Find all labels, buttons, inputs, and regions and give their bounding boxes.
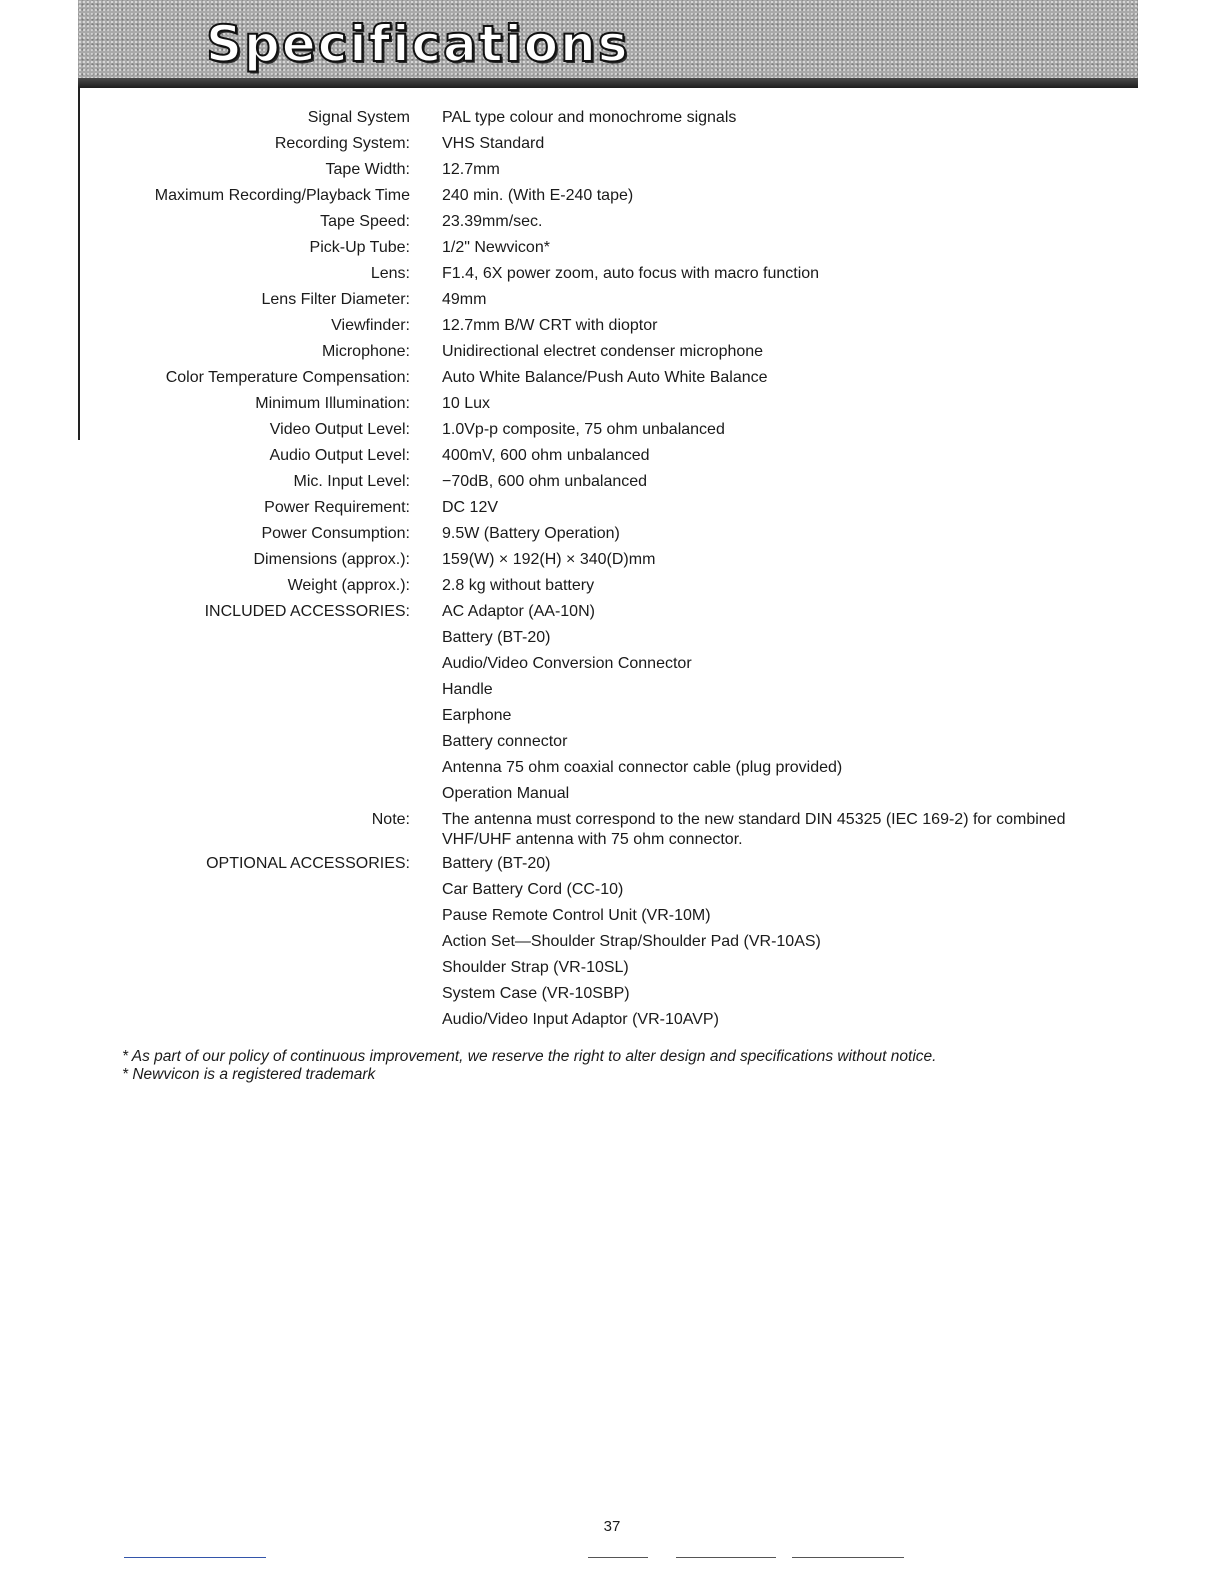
footnote-trademark: * Newvicon is a registered trademark: [122, 1066, 376, 1083]
spec-row: [0, 394, 1224, 420]
spec-value: Antenna 75 ohm coaxial connector cable (plug provided): [442, 759, 843, 776]
spec-row: [0, 758, 1224, 784]
spec-label: Color Temperature Compensation:: [165, 369, 410, 386]
spec-value: 159(W) × 192(H) × 340(D)mm: [442, 551, 656, 568]
spec-value: −70dB, 600 ohm unbalanced: [442, 473, 648, 490]
spec-value: Earphone: [442, 707, 512, 724]
spec-value: The antenna must correspond to the new standard DIN 45325 (IEC 169-2) for combined VHF/UHF antenna with 75 ohm connector.: [442, 811, 1066, 848]
spec-row: [0, 602, 1224, 628]
spec-value: PAL type colour and monochrome signals: [442, 109, 737, 126]
spec-value: Handle: [442, 681, 493, 698]
spec-value: Car Battery Cord (CC-10): [442, 881, 624, 898]
spec-row: [0, 420, 1224, 446]
spec-row: [0, 290, 1224, 316]
bottom-divider: [588, 1557, 648, 1558]
spec-label: Maximum Recording/Playback Time: [154, 187, 410, 204]
spec-value: 49mm: [442, 291, 487, 308]
spec-value: Action Set—Shoulder Strap/Shoulder Pad (VR-10AS): [442, 933, 821, 950]
spec-row: [0, 984, 1224, 1010]
page-title: Specifications: [206, 15, 630, 73]
spec-row: [0, 186, 1224, 212]
spec-row: [0, 784, 1224, 810]
spec-value: Battery (BT-20): [442, 855, 551, 872]
spec-row: [0, 238, 1224, 264]
spec-row: [0, 108, 1224, 134]
spec-value: 9.5W (Battery Operation): [442, 525, 620, 542]
spec-value: 400mV, 600 ohm unbalanced: [442, 447, 650, 464]
spec-label: Pick-Up Tube:: [309, 239, 410, 256]
spec-row: [0, 550, 1224, 576]
spec-row: [0, 854, 1224, 880]
header-banner: [78, 0, 1138, 88]
bottom-divider: [676, 1557, 776, 1558]
spec-value: Audio/Video Conversion Connector: [442, 655, 692, 672]
spec-row: [0, 316, 1224, 342]
spec-row: [0, 680, 1224, 706]
spec-row: [0, 906, 1224, 932]
spec-value: 12.7mm B/W CRT with dioptor: [442, 317, 658, 334]
spec-label: Weight (approx.):: [287, 577, 410, 594]
spec-value: DC 12V: [442, 499, 499, 516]
spec-value: System Case (VR-10SBP): [442, 985, 630, 1002]
spec-label: Mic. Input Level:: [293, 473, 410, 490]
spec-value: F1.4, 6X power zoom, auto focus with macro function: [442, 265, 820, 282]
spec-label: Audio Output Level:: [269, 447, 410, 464]
spec-label: INCLUDED ACCESSORIES:: [204, 603, 410, 620]
spec-value: Battery connector: [442, 733, 568, 750]
spec-row: [0, 628, 1224, 654]
spec-value: 2.8 kg without battery: [442, 577, 595, 594]
spec-value: VHS Standard: [442, 135, 545, 152]
spec-value: 1.0Vp-p composite, 75 ohm unbalanced: [442, 421, 725, 438]
spec-value: 1/2" Newvicon*: [442, 239, 550, 256]
spec-label: OPTIONAL ACCESSORIES:: [206, 855, 410, 872]
spec-row: [0, 958, 1224, 984]
spec-label: Tape Width:: [325, 161, 410, 178]
spec-row: [0, 446, 1224, 472]
spec-label: Lens Filter Diameter:: [261, 291, 410, 308]
spec-label: Note:: [371, 811, 410, 828]
spec-row: [0, 880, 1224, 906]
spec-value: Unidirectional electret condenser microphone: [442, 343, 764, 360]
spec-value: Auto White Balance/Push Auto White Balance: [442, 369, 768, 386]
spec-value: 240 min. (With E-240 tape): [442, 187, 634, 204]
spec-label: Viewfinder:: [331, 317, 410, 334]
spec-value: Operation Manual: [442, 785, 570, 802]
spec-row: [0, 732, 1224, 758]
spec-value: AC Adaptor (AA-10N): [442, 603, 595, 620]
spec-value: Audio/Video Input Adaptor (VR-10AVP): [442, 1011, 719, 1028]
spec-row: [0, 654, 1224, 680]
spec-row: [0, 498, 1224, 524]
spec-label: Tape Speed:: [320, 213, 410, 230]
spec-label: Signal System: [307, 109, 410, 126]
spec-value: Shoulder Strap (VR-10SL): [442, 959, 629, 976]
spec-label: Power Requirement:: [264, 499, 410, 516]
spec-row: [0, 932, 1224, 958]
spec-label: Video Output Level:: [269, 421, 410, 438]
spec-row: [0, 1010, 1224, 1036]
spec-row: [0, 212, 1224, 238]
spec-row: [0, 810, 1224, 854]
spec-row: [0, 706, 1224, 732]
spec-row: [0, 160, 1224, 186]
footnote-policy: * As part of our policy of continuous improvement, we reserve the right to alter design and specifications without notice.: [122, 1048, 937, 1065]
spec-label: Lens:: [370, 265, 410, 282]
spec-value: 10 Lux: [442, 395, 491, 412]
spec-row: [0, 524, 1224, 550]
spec-value: 12.7mm: [442, 161, 500, 178]
spec-label: Power Consumption:: [261, 525, 410, 542]
spec-value: Pause Remote Control Unit (VR-10M): [442, 907, 711, 924]
spec-table: [0, 108, 1224, 1036]
spec-row: [0, 342, 1224, 368]
footnotes: [122, 1048, 1122, 1084]
spec-label: Recording System:: [274, 135, 410, 152]
spec-label: Dimensions (approx.):: [253, 551, 410, 568]
spec-row: [0, 264, 1224, 290]
spec-value: Battery (BT-20): [442, 629, 551, 646]
spec-row: [0, 472, 1224, 498]
bottom-divider: [124, 1557, 266, 1558]
spec-row: [0, 368, 1224, 394]
spec-row: [0, 576, 1224, 602]
bottom-divider: [792, 1557, 904, 1558]
spec-label: Minimum Illumination:: [255, 395, 410, 412]
spec-label: Microphone:: [321, 343, 410, 360]
page-number: 37: [603, 1518, 621, 1535]
spec-value: 23.39mm/sec.: [442, 213, 543, 230]
spec-row: [0, 134, 1224, 160]
